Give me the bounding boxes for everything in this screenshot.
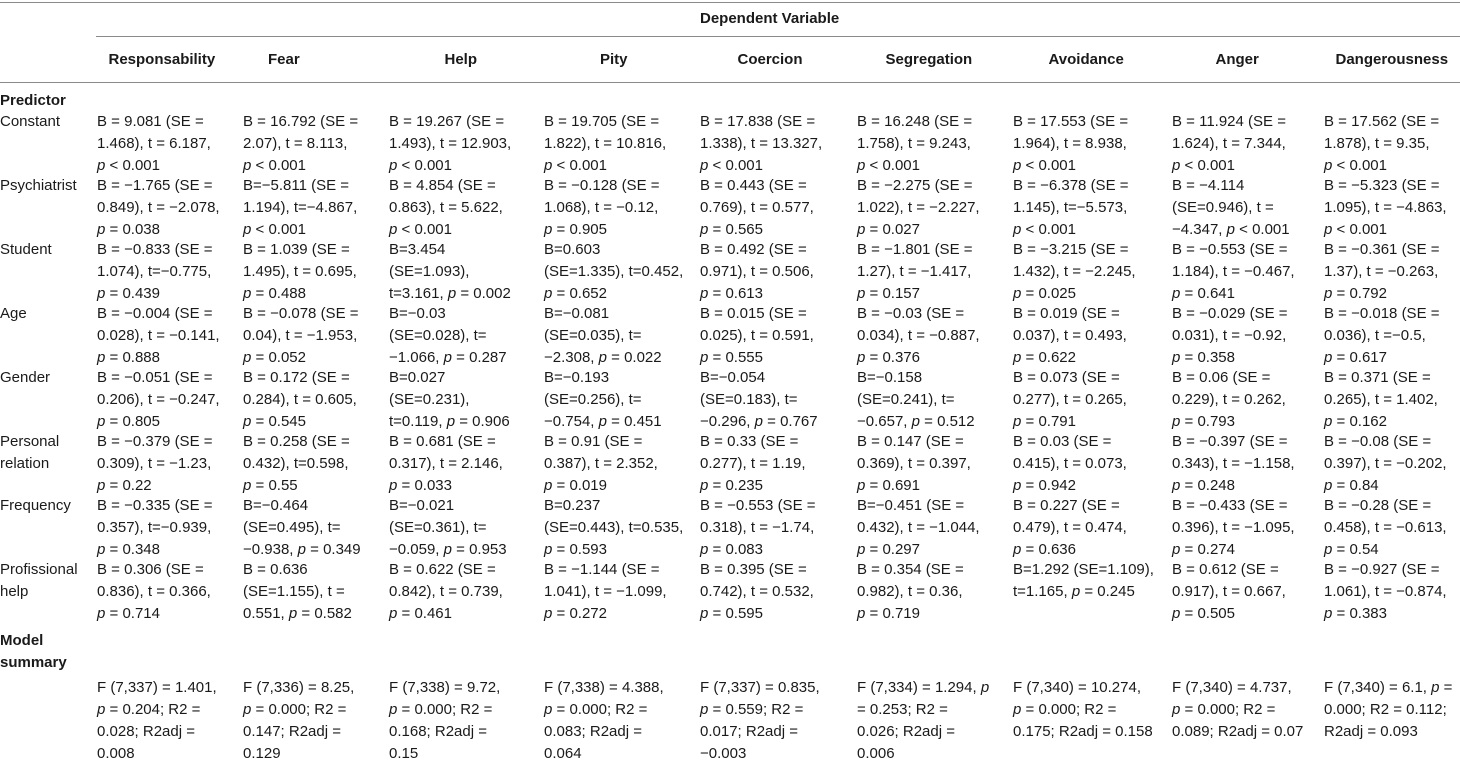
dependent-variable-heading: Dependent Variable <box>700 10 840 27</box>
column-header-anger: Anger <box>1215 51 1259 68</box>
table-cell: B = −0.029 (SE = 0.031), t = −0.92, p = 0.358 <box>1172 305 1288 366</box>
column-header-responsability: Responsability <box>108 51 216 68</box>
model-summary-cell: F (7,336) = 8.25, p = 0.000; R2 = 0.147; R2adj = 0.129 <box>243 679 355 762</box>
table-cell: B=−0.193 (SE=0.256), t= −0.754, p = 0.451 <box>544 369 662 430</box>
table-cell: B = −0.433 (SE = 0.396), t = −1.095, p = 0.274 <box>1172 497 1295 558</box>
table-cell: B = −0.08 (SE = 0.397), t = −0.202, p = 0.84 <box>1324 433 1447 494</box>
table-cell: B = 0.33 (SE = 0.277), t = 1.19, p = 0.235 <box>700 433 806 494</box>
row-label-psychiatrist: Psychiatrist <box>0 177 77 194</box>
table-cell: B=3.454 (SE=1.093), t=3.161, p = 0.002 <box>389 241 511 302</box>
model-summary-cell: F (7,338) = 4.388, p = 0.000; R2 = 0.083; R2adj = 0.064 <box>544 679 664 762</box>
table-cell: B = −2.275 (SE = 1.022), t = −2.227, p = 0.027 <box>857 177 980 238</box>
table-cell: B = 0.622 (SE = 0.842), t = 0.739, p = 0.461 <box>389 561 503 622</box>
section-predictor: Predictor <box>0 92 66 109</box>
table-cell: B = 19.267 (SE = 1.493), t = 12.903, p < 0.001 <box>389 113 512 174</box>
table-cell: B = −4.114 (SE=0.946), t = −4.347, p < 0.001 <box>1172 177 1290 238</box>
table-cell: B = −5.323 (SE = 1.095), t = −4.863, p < 0.001 <box>1324 177 1447 238</box>
model-summary-cell: F (7,334) = 1.294, p = 0.253; R2 = 0.026; R2adj = 0.006 <box>857 679 990 762</box>
table-cell: B=−5.811 (SE = 1.194), t=−4.867, p < 0.001 <box>243 177 358 238</box>
table-cell: B = 0.073 (SE = 0.277), t = 0.265, p = 0.791 <box>1013 369 1127 430</box>
column-header-pity: Pity <box>600 51 628 68</box>
table-cell: B = 9.081 (SE = 1.468), t = 6.187, p < 0.001 <box>97 113 211 174</box>
table-cell: B=−0.021 (SE=0.361), t= −0.059, p = 0.953 <box>389 497 507 558</box>
table-cell: B = −0.927 (SE = 1.061), t = −0.874, p = 0.383 <box>1324 561 1447 622</box>
table-cell: B=0.027 (SE=0.231), t=0.119, p = 0.906 <box>389 369 510 430</box>
table-cell: B=−0.451 (SE = 0.432), t = −1.044, p = 0.297 <box>857 497 980 558</box>
table-cell: B = −0.051 (SE = 0.206), t = −0.247, p = 0.805 <box>97 369 220 430</box>
table-cell: B = 17.553 (SE = 1.964), t = 8.938, p < 0.001 <box>1013 113 1129 174</box>
table-cell: B = −1.144 (SE = 1.041), t = −1.099, p = 0.272 <box>544 561 667 622</box>
column-header-coercion: Coercion <box>737 51 803 68</box>
top-rule <box>0 2 1460 3</box>
row-label-student: Student <box>0 241 52 258</box>
table-cell: B = 17.838 (SE = 1.338), t = 13.327, p < 0.001 <box>700 113 823 174</box>
table-cell: B = −0.397 (SE = 0.343), t = −1.158, p = 0.248 <box>1172 433 1295 494</box>
table-cell: B = 19.705 (SE = 1.822), t = 10.816, p < 0.001 <box>544 113 667 174</box>
table-cell: B = 1.039 (SE = 1.495), t = 0.695, p = 0.488 <box>243 241 357 302</box>
table-cell: B = 11.924 (SE = 1.624), t = 7.344, p < 0.001 <box>1172 113 1286 174</box>
table-cell: B=1.292 (SE=1.109), t=1.165, p = 0.245 <box>1013 561 1154 600</box>
table-cell: B=−0.054 (SE=0.183), t= −0.296, p = 0.767 <box>700 369 818 430</box>
model-summary-cell: F (7,340) = 4.737, p = 0.000; R2 = 0.089; R2adj = 0.07 <box>1172 679 1304 740</box>
table-cell: B = 0.371 (SE = 0.265), t = 1.402, p = 0.162 <box>1324 369 1438 430</box>
table-cell: B = −0.28 (SE = 0.458), t = −0.613, p = 0.54 <box>1324 497 1447 558</box>
table-cell: B = −0.018 (SE = 0.036), t =−0.5, p = 0.617 <box>1324 305 1440 366</box>
row-label-gender: Gender <box>0 369 51 386</box>
table-cell: B=−0.03 (SE=0.028), t= −1.066, p = 0.287 <box>389 305 507 366</box>
table-cell: B = 0.636 (SE=1.155), t = 0.551, p = 0.582 <box>243 561 352 622</box>
table-cell: B = −0.078 (SE = 0.04), t = −1.953, p = 0.052 <box>243 305 359 366</box>
section-model-summary: Model summary <box>0 632 67 671</box>
table-cell: B = 0.172 (SE = 0.284), t = 0.605, p = 0.545 <box>243 369 357 430</box>
table-cell: B = −1.801 (SE = 1.27), t = −1.417, p = 0.157 <box>857 241 973 302</box>
model-summary-cell: F (7,337) = 1.401, p = 0.204; R2 = 0.028; R2adj = 0.008 <box>97 679 217 762</box>
table-cell: B = −0.361 (SE = 1.37), t = −0.263, p = 0.792 <box>1324 241 1440 302</box>
table-cell: B=0.237 (SE=0.443), t=0.535, p = 0.593 <box>544 497 684 558</box>
model-summary-cell: F (7,337) = 0.835, p = 0.559; R2 = 0.017; R2adj = −0.003 <box>700 679 820 762</box>
table-cell: B = 16.248 (SE = 1.758), t = 9.243, p < 0.001 <box>857 113 973 174</box>
table-cell: B = 0.147 (SE = 0.369), t = 0.397, p = 0.691 <box>857 433 971 494</box>
table-cell: B = 0.015 (SE = 0.025), t = 0.591, p = 0.555 <box>700 305 814 366</box>
column-header-fear: Fear <box>268 51 300 68</box>
column-header-dangerousness: Dangerousness <box>1335 51 1449 68</box>
table-cell: B = −1.765 (SE = 0.849), t = −2.078, p = 0.038 <box>97 177 220 238</box>
row-label-age: Age <box>0 305 27 322</box>
table-cell: B = −0.03 (SE = 0.034), t = −0.887, p = 0.376 <box>857 305 980 366</box>
table-cell: B = 0.306 (SE = 0.836), t = 0.366, p = 0.714 <box>97 561 211 622</box>
table-cell: B = −0.335 (SE = 0.357), t=−0.939, p = 0.348 <box>97 497 213 558</box>
table-cell: B = −0.004 (SE = 0.028), t = −0.141, p = 0.888 <box>97 305 220 366</box>
table-cell: B = −0.128 (SE = 1.068), t = −0.12, p = 0.905 <box>544 177 660 238</box>
table-cell: B = 0.91 (SE = 0.387), t = 2.352, p = 0.019 <box>544 433 658 494</box>
table-cell: B=−0.464 (SE=0.495), t= −0.938, p = 0.349 <box>243 497 361 558</box>
table-cell: B = 0.258 (SE = 0.432), t=0.598, p = 0.55 <box>243 433 350 494</box>
column-header-avoidance: Avoidance <box>1048 51 1124 68</box>
table-cell: B = 0.443 (SE = 0.769), t = 0.577, p = 0.565 <box>700 177 814 238</box>
table-cell: B = 0.395 (SE = 0.742), t = 0.532, p = 0.595 <box>700 561 814 622</box>
table-cell: B = −0.553 (SE = 1.184), t = −0.467, p = 0.641 <box>1172 241 1295 302</box>
table-cell: B=−0.081 (SE=0.035), t= −2.308, p = 0.022 <box>544 305 662 366</box>
row-label-profissional-help: Profissional help <box>0 561 78 600</box>
row-label-personal-relation: Personal relation <box>0 433 60 472</box>
column-header-help: Help <box>444 51 478 68</box>
model-summary-cell: F (7,340) = 10.274, p = 0.000; R2 = 0.175; R2adj = 0.158 <box>1013 679 1153 740</box>
table-cell: B = 0.227 (SE = 0.479), t = 0.474, p = 0.636 <box>1013 497 1127 558</box>
table-cell: B = 0.06 (SE = 0.229), t = 0.262, p = 0.793 <box>1172 369 1286 430</box>
table-cell: B = 0.492 (SE = 0.971), t = 0.506, p = 0.613 <box>700 241 814 302</box>
model-summary-cell: F (7,338) = 9.72, p = 0.000; R2 = 0.168; R2adj = 0.15 <box>389 679 501 762</box>
row-label-constant: Constant <box>0 113 61 130</box>
dependent-variable-rule <box>96 36 1460 37</box>
header-rule <box>0 82 1460 83</box>
table-cell: B = 4.854 (SE = 0.863), t = 5.622, p < 0.001 <box>389 177 503 238</box>
table-cell: B = 0.612 (SE = 0.917), t = 0.667, p = 0.505 <box>1172 561 1286 622</box>
table-cell: B = 0.354 (SE = 0.982), t = 0.36, p = 0.719 <box>857 561 964 622</box>
table-cell: B = −0.833 (SE = 1.074), t=−0.775, p = 0.439 <box>97 241 213 302</box>
table-cell: B = −0.379 (SE = 0.309), t = −1.23, p = 0.22 <box>97 433 213 494</box>
table-cell: B = −6.378 (SE = 1.145), t=−5.573, p < 0.001 <box>1013 177 1129 238</box>
table-cell: B = −0.553 (SE = 0.318), t = −1.74, p = 0.083 <box>700 497 816 558</box>
model-summary-cell: F (7,340) = 6.1, p = 0.000; R2 = 0.112; R2adj = 0.093 <box>1324 679 1453 740</box>
row-label-frequency: Frequency <box>0 497 71 514</box>
table-cell: B=0.603 (SE=1.335), t=0.452, p = 0.652 <box>544 241 684 302</box>
table-cell: B=−0.158 (SE=0.241), t= −0.657, p = 0.512 <box>857 369 975 430</box>
table-cell: B = 0.019 (SE = 0.037), t = 0.493, p = 0.622 <box>1013 305 1127 366</box>
table-cell: B = 17.562 (SE = 1.878), t = 9.35, p < 0.001 <box>1324 113 1440 174</box>
table-cell: B = 16.792 (SE = 2.07), t = 8.113, p < 0.001 <box>243 113 359 174</box>
table-cell: B = 0.03 (SE = 0.415), t = 0.073, p = 0.942 <box>1013 433 1127 494</box>
table-cell: B = −3.215 (SE = 1.432), t = −2.245, p = 0.025 <box>1013 241 1136 302</box>
table-cell: B = 0.681 (SE = 0.317), t = 2.146, p = 0.033 <box>389 433 503 494</box>
column-header-segregation: Segregation <box>885 51 973 68</box>
